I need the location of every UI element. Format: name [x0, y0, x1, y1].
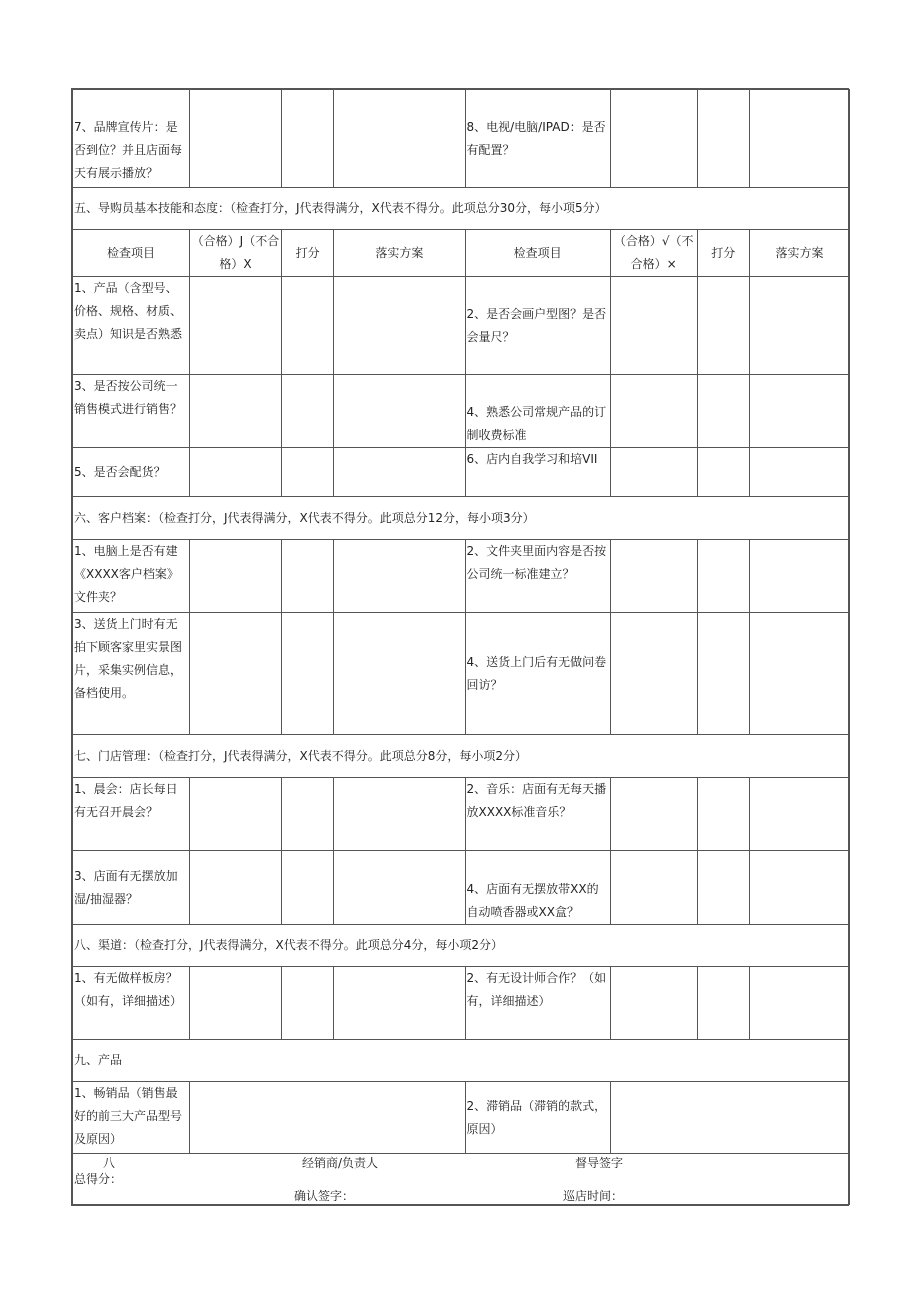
table-row: [73, 967, 850, 1040]
check-item: 2、音乐：店面有无每天播放XXXX标准音乐？: [465, 778, 610, 851]
pass-cell[interactable]: [610, 540, 697, 613]
table-row: [73, 613, 850, 735]
plan-cell[interactable]: [334, 851, 465, 925]
score-cell[interactable]: [697, 90, 749, 188]
pass-cell[interactable]: [610, 90, 697, 188]
plan-cell[interactable]: [750, 90, 850, 188]
plan-cell[interactable]: [334, 778, 465, 851]
header-score-right: 打分: [697, 230, 749, 277]
score-cell[interactable]: [281, 778, 333, 851]
pass-cell[interactable]: [190, 540, 282, 613]
check-item: 3、店面有无摆放加湿/抽湿器？: [73, 851, 190, 925]
score-cell[interactable]: [281, 448, 333, 497]
pass-cell[interactable]: [610, 967, 697, 1040]
score-cell[interactable]: [697, 967, 749, 1040]
pass-cell[interactable]: [610, 851, 697, 925]
check-item-devices: 8、电视/电脑/IPAD：是否有配置？: [465, 90, 610, 188]
total-score-label: 总得分：: [74, 1172, 123, 1186]
header-row: [73, 230, 850, 277]
section-title-row: [73, 188, 850, 230]
pass-cell[interactable]: [610, 613, 697, 735]
plan-cell[interactable]: [334, 90, 465, 188]
pass-cell[interactable]: [190, 778, 282, 851]
check-item: 4、店面有无摆放带XX的自动喷香器或XX盒？: [465, 851, 610, 925]
plan-cell[interactable]: [750, 277, 850, 375]
pass-cell[interactable]: [610, 448, 697, 497]
footer-mark: 八: [103, 1156, 116, 1170]
score-cell[interactable]: [281, 90, 333, 188]
plan-cell[interactable]: [334, 967, 465, 1040]
table-row: [73, 277, 850, 375]
score-cell[interactable]: [281, 277, 333, 375]
header-plan: 落实方案: [334, 230, 465, 277]
table-row: [73, 778, 850, 851]
check-item: 6、店内自我学习和培VII: [465, 448, 610, 497]
check-item: 1、畅销品（销售最好的前三大产品型号及原因）: [73, 1082, 190, 1154]
plan-cell[interactable]: [750, 375, 850, 448]
check-item: 3、送货上门时有无拍下顾客家里实景图片，采集实例信息，备档使用。: [73, 613, 190, 735]
score-cell[interactable]: [281, 375, 333, 448]
pass-cell[interactable]: [610, 375, 697, 448]
section-title: 七、门店管理：（检查打分，J代表得满分，X代表不得分。此项总分8分，每小项2分）: [73, 735, 850, 778]
plan-cell[interactable]: [750, 967, 850, 1040]
header-pass-right: （合格）√（不合格）×: [610, 230, 697, 277]
visit-time-label: 巡店时间：: [563, 1189, 624, 1203]
score-cell[interactable]: [697, 778, 749, 851]
answer-cell[interactable]: [610, 1082, 849, 1154]
section-title-row: [73, 1040, 850, 1082]
check-item: 2、滞销品（滞销的款式，原因）: [465, 1082, 610, 1154]
answer-cell[interactable]: [190, 1082, 465, 1154]
header-plan-right: 落实方案: [750, 230, 850, 277]
header-item: 检查项目: [73, 230, 190, 277]
table-row: [73, 851, 850, 925]
plan-cell[interactable]: [750, 851, 850, 925]
check-item: 4、送货上门后有无做问卷回访？: [465, 613, 610, 735]
table-row: [73, 90, 850, 188]
score-cell[interactable]: [697, 851, 749, 925]
plan-cell[interactable]: [750, 540, 850, 613]
pass-cell[interactable]: [190, 375, 282, 448]
check-item: 3、是否按公司统一销售模式进行销售？: [73, 375, 190, 448]
plan-cell[interactable]: [750, 778, 850, 851]
plan-cell[interactable]: [750, 613, 850, 735]
pass-cell[interactable]: [190, 277, 282, 375]
pass-cell[interactable]: [190, 967, 282, 1040]
pass-cell[interactable]: [190, 851, 282, 925]
plan-cell[interactable]: [334, 375, 465, 448]
section-title-row: [73, 735, 850, 778]
section-title: 六、客户档案：（检查打分，J代表得满分，X代表不得分。此项总分12分，每小项3分）: [73, 497, 850, 540]
score-cell[interactable]: [281, 613, 333, 735]
section-title: 五、导购员基本技能和态度：（检查打分，J代表得满分，X代表不得分。此项总分30分，每小项5分）: [73, 188, 850, 230]
check-item: 2、是否会画户型图？是否会量尺？: [465, 277, 610, 375]
score-cell[interactable]: [697, 448, 749, 497]
check-item: 4、熟悉公司常规产品的订制收费标准: [465, 375, 610, 448]
score-cell[interactable]: [697, 277, 749, 375]
section-title: 九、产品: [73, 1040, 850, 1082]
table-row: [73, 1082, 850, 1154]
dealer-label: 经销商/负责人: [302, 1156, 379, 1170]
footer-row: [73, 1154, 850, 1205]
score-cell[interactable]: [697, 613, 749, 735]
signature-area: [73, 1154, 850, 1205]
pass-cell[interactable]: [610, 778, 697, 851]
check-item: 5、是否会配货？: [73, 448, 190, 497]
dealer-confirm-label: 确认签字：: [294, 1189, 355, 1203]
supervisor-sign-label: 督导签字: [575, 1156, 624, 1170]
section-title-row: [73, 925, 850, 967]
plan-cell[interactable]: [334, 540, 465, 613]
check-item-brand-video: 7、品牌宣传片：是否到位？并且店面每天有展示播放？: [73, 90, 190, 188]
check-item: 2、文件夹里面内容是否按公司统一标准建立？: [465, 540, 610, 613]
section-title-row: [73, 497, 850, 540]
check-item: 1、产品（含型号、价格、规格、材质、卖点）知识是否熟悉: [73, 277, 190, 375]
check-item: 1、电脑上是否有建《XXXX客户档案》文件夹？: [73, 540, 190, 613]
plan-cell[interactable]: [334, 448, 465, 497]
pass-cell[interactable]: [190, 448, 282, 497]
pass-cell[interactable]: [190, 90, 282, 188]
check-item: 2、有无设计师合作？（如有，详细描述）: [465, 967, 610, 1040]
section-title: 八、渠道：（检查打分，J代表得满分，X代表不得分。此项总分4分，每小项2分）: [73, 925, 850, 967]
plan-cell[interactable]: [334, 277, 465, 375]
check-item: 1、晨会：店长每日有无召开晨会？: [73, 778, 190, 851]
plan-cell[interactable]: [334, 613, 465, 735]
table-row: [73, 375, 850, 448]
score-cell[interactable]: [697, 375, 749, 448]
score-cell[interactable]: [281, 540, 333, 613]
pass-cell[interactable]: [190, 613, 282, 735]
score-cell[interactable]: [281, 851, 333, 925]
score-cell[interactable]: [281, 967, 333, 1040]
plan-cell[interactable]: [750, 448, 850, 497]
table-row: [73, 448, 850, 497]
header-item-right: 检查项目: [465, 230, 610, 277]
inspection-table: [72, 89, 850, 1205]
score-cell[interactable]: [697, 540, 749, 613]
pass-cell[interactable]: [610, 277, 697, 375]
header-pass: （合格）J（不合格）X: [190, 230, 282, 277]
inspection-form: [71, 88, 849, 1206]
header-score: 打分: [281, 230, 333, 277]
check-item: 1、有无做样板房？（如有，详细描述）: [73, 967, 190, 1040]
table-row: [73, 540, 850, 613]
